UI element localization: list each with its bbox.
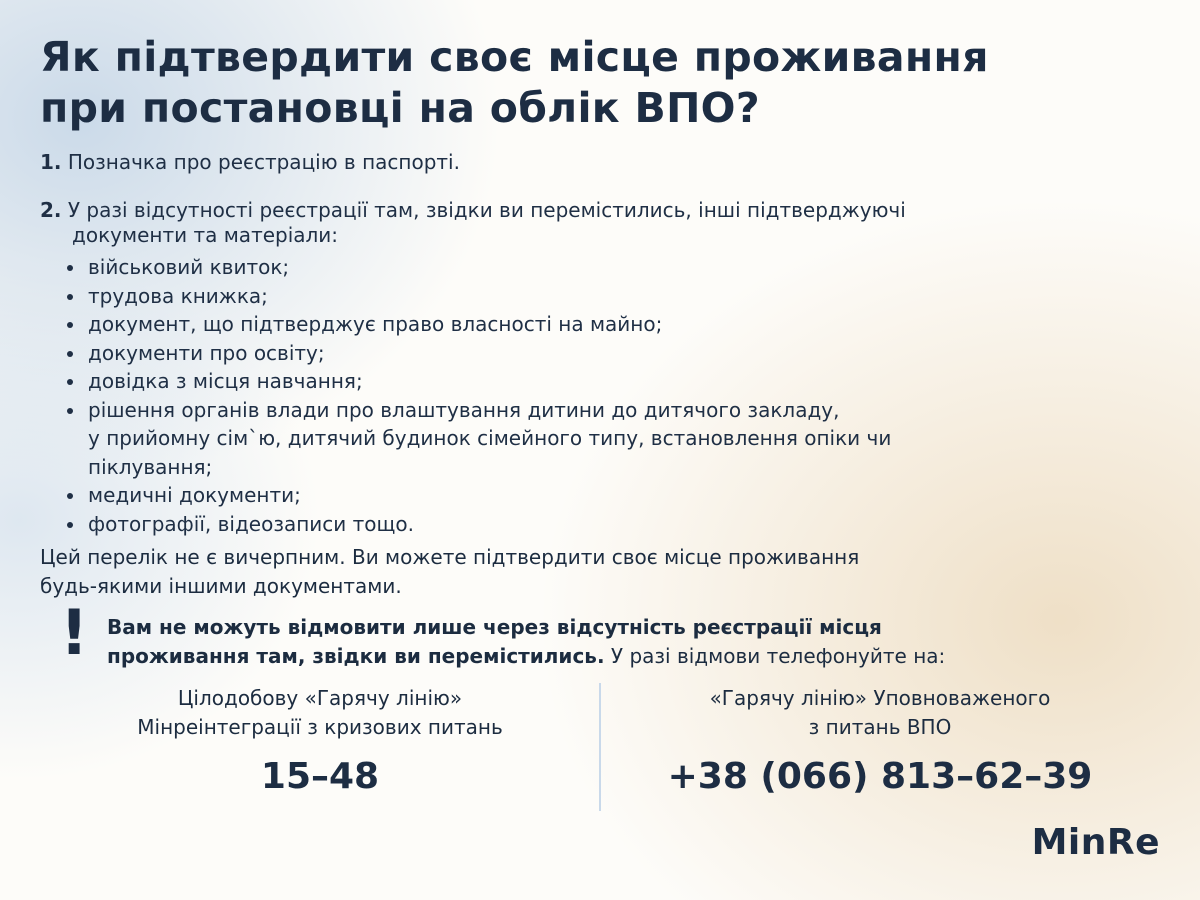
list-item: військовий квиток; xyxy=(64,253,891,282)
hotline-ministry-phone[interactable]: 15–48 xyxy=(260,756,380,797)
list-item: трудова книжка; xyxy=(64,282,891,311)
item-2-text: У разі відсутності реєстрації там, звідки ви перемістились, інші підтверджуючі xyxy=(67,198,906,222)
hotline-ministry-label-line-2: Мінреінтеграції з кризових питань xyxy=(137,715,503,739)
list-item-line: піклування; xyxy=(88,454,213,479)
item-2-continuation: документи та матеріали: xyxy=(72,223,339,247)
item-2-number: 2. xyxy=(40,198,62,222)
minre-logo: MinRe xyxy=(1031,822,1160,863)
disclaimer-line-2: будь-якими іншими документами. xyxy=(40,573,402,598)
list-item: медичні документи; xyxy=(64,481,891,510)
list-item-line: у прийомну сім`ю, дитячий будинок сімейного типу, встановлення опіки чи xyxy=(88,426,892,450)
item-1-text: Позначка про реєстрацію в паспорті. xyxy=(67,150,460,174)
hotline-ombudsman-phone[interactable]: +38 (066) 813–62–39 xyxy=(667,756,1093,797)
item-1-number: 1. xyxy=(40,150,62,174)
exclamation-icon: ! xyxy=(60,596,89,669)
title-line-2: при постановці на облік ВПО? xyxy=(40,84,760,132)
warning-text xyxy=(107,613,945,671)
warning-regular-tail: У разі відмови телефонуйте на: xyxy=(610,644,946,668)
column-divider xyxy=(599,683,601,811)
warning-bold-line-2: проживання там, звідки ви перемістились. xyxy=(107,644,605,668)
disclaimer-line-1: Цей перелік не є вичерпним. Ви можете підтвердити своє місце проживання xyxy=(40,545,860,569)
title-line-1: Як підтвердити своє місце проживання xyxy=(40,33,989,81)
list-item-line: рішення органів влади про влаштування дитини до дитячого закладу, xyxy=(88,397,840,422)
hotline-ministry-label-line-1: Цілодобову «Гарячу лінію» xyxy=(177,686,463,710)
list-item xyxy=(64,396,891,482)
list-item: документ, що підтверджує право власності на майно; xyxy=(64,310,891,339)
item-1 xyxy=(40,150,460,175)
page-title xyxy=(40,32,1160,134)
hotline-ombudsman-label-line-1: «Гарячу лінію» Уповноваженого xyxy=(709,686,1051,710)
list-item: документи про освіту; xyxy=(64,339,891,368)
list-disclaimer xyxy=(40,543,859,600)
list-item: фотографії, відеозаписи тощо. xyxy=(64,510,891,539)
warning-bold-line-1: Вам не можуть відмовити лише через відсутність реєстрації місця xyxy=(107,615,882,639)
hotline-ombudsman-label-line-2: з питань ВПО xyxy=(808,715,952,739)
hotline-ministry-label xyxy=(60,684,580,742)
hotline-ombudsman-label xyxy=(620,684,1140,742)
list-item: довідка з місця навчання; xyxy=(64,367,891,396)
documents-list xyxy=(64,253,891,538)
item-2 xyxy=(40,198,906,223)
